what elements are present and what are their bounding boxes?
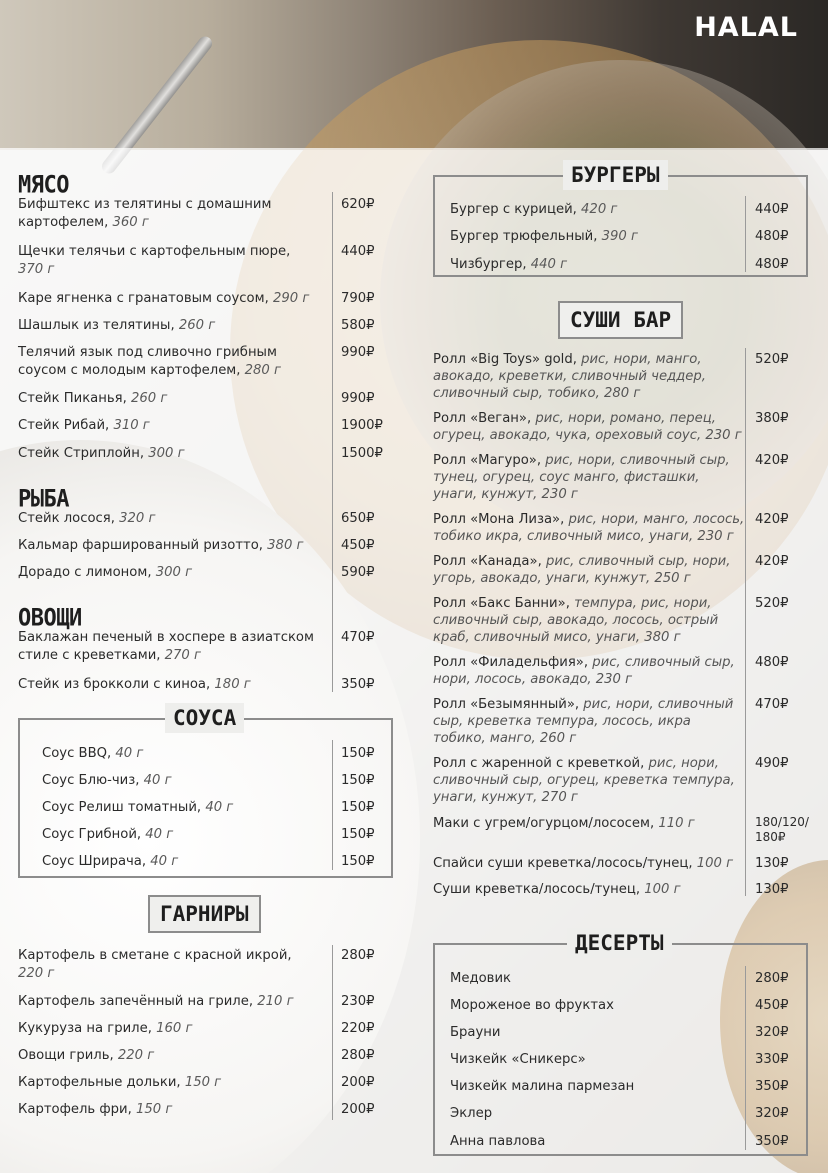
item-name: Ролл с жаренной с креветкой [433, 756, 641, 771]
item-price: 130₽ [755, 856, 789, 871]
item-weight: 40 г [150, 854, 179, 869]
item-name: Ролл «Бакс Банни» [433, 596, 566, 611]
item-price: 450₽ [341, 538, 375, 553]
item-desc: унаги, кунжут, 230 г [433, 487, 578, 502]
item-weight: 390 г [601, 229, 638, 244]
menu-item: Картофельные дольки, 150 г 200₽ [18, 1075, 375, 1090]
item-price: 490₽ [755, 756, 789, 771]
item-name: Ролл «Big Toys» gold [433, 352, 573, 367]
item-weight: 40 г [205, 800, 234, 815]
item-name: Шашлык из телятины [18, 318, 171, 333]
item-weight: 310 г [113, 418, 150, 433]
item-name: Чизкейк малина пармезан [450, 1079, 635, 1094]
menu-item: Бифштекс из телятины с домашним картофелем, 360 г 620₽ [18, 197, 375, 230]
item-name: Кальмар фаршированный ризотто [18, 538, 259, 553]
item-weight: 100 г [696, 856, 734, 871]
item-name: Стейк Стриплойн [18, 446, 140, 461]
item-name: Бургер трюфельный [450, 229, 594, 244]
item-weight: 180 г [214, 677, 251, 692]
section-title-vegetables: ОВОЩИ [18, 605, 82, 632]
menu-item: Кукуруза на гриле, 160 г 220₽ [18, 1021, 375, 1036]
menu-item: Спайси суши креветка/лосось/тунец, 100 г 130₽ [433, 856, 789, 871]
item-weight: 260 г [178, 318, 216, 333]
item-price: 420₽ [755, 512, 789, 527]
menu-item: Картофель фри, 150 г 200₽ [18, 1102, 375, 1117]
item-price: 280₽ [755, 971, 789, 986]
item-name: Мороженое во фруктах [450, 998, 614, 1013]
item-name: Соус Грибной [42, 827, 137, 842]
item-name: Стейк Пиканья [18, 391, 123, 406]
menu-item: Ролл «Веган», рис, нори, романо, перец, огурец, авокадо, чука, ореховый соус, 230 г 380₽ [433, 411, 789, 443]
item-name: Эклер [450, 1106, 493, 1121]
item-name: Баклажан печеный в хоспере в азиатском [18, 630, 314, 645]
item-name: Стейк Рибай [18, 418, 106, 433]
item-price: 150₽ [341, 827, 375, 842]
menu-item: Кальмар фаршированный ризотто, 380 г 450₽ [18, 538, 375, 553]
item-name: Соус BBQ [42, 746, 107, 761]
item-name-cont: стиле с креветками [18, 648, 157, 663]
item-name: Картофель в сметане с красной икрой, [18, 948, 292, 963]
item-name: Суши креветка/лосось/тунец [433, 882, 636, 897]
item-name: Каре ягненка с гранатовым соусом [18, 291, 265, 306]
item-name: Ролл «Мона Лиза» [433, 512, 561, 527]
item-name-cont: соусом с молодым картофелем [18, 363, 237, 378]
item-price: 180/120/ 180₽ [755, 815, 809, 844]
section-title-sushi: СУШИ БАР [558, 301, 683, 339]
item-name: Ролл «Канада» [433, 554, 538, 569]
item-name: Брауни [450, 1025, 501, 1040]
menu-item: Соус Блю-чиз, 40 г 150₽ [42, 773, 375, 788]
item-name: Ролл «Веган» [433, 411, 527, 426]
item-weight: 380 г [267, 538, 304, 553]
item-weight: 110 г [658, 816, 695, 831]
item-weight: 150 г [184, 1075, 222, 1090]
item-price: 650₽ [341, 511, 375, 526]
item-price: 480₽ [755, 229, 789, 244]
menu-item [450, 1051, 800, 1069]
item-name-cont: картофелем [18, 215, 105, 230]
item-price: 420₽ [755, 554, 789, 569]
section-title-desserts: ДЕСЕРТЫ [567, 928, 672, 958]
item-weight: 300 г [148, 446, 185, 461]
menu-item: Ролл с жаренной с креветкой, рис, нори, сливочный сыр, огурец, креветка темпура, унаги, кунжут, 270 г 490₽ [433, 756, 789, 805]
menu-item: Ролл «Канада», рис, сливочный сыр, нори, угорь, авокадо, унаги, кунжут, 250 г 420₽ [433, 554, 789, 586]
item-name: Кукуруза на гриле [18, 1021, 148, 1036]
item-weight: 220 г [18, 966, 55, 981]
menu-item: Соус Грибной, 40 г 150₽ [42, 827, 375, 842]
item-price: 440₽ [755, 202, 789, 217]
item-price: 420₽ [755, 453, 789, 468]
menu-item: Дорадо с лимоном, 300 г 590₽ [18, 565, 375, 580]
menu-item [450, 1105, 800, 1123]
item-price: 350₽ [755, 1134, 789, 1149]
item-desc: угорь, авокадо, унаги, кунжут, 250 г [433, 571, 691, 586]
item-price: 470₽ [341, 630, 375, 645]
item-price: 580₽ [341, 318, 375, 333]
item-weight: 40 г [115, 746, 144, 761]
item-price: 470₽ [755, 697, 789, 712]
item-name: Овощи гриль [18, 1048, 110, 1063]
menu-item: Телячий язык под сливочно грибным соусом с молодым картофелем, 280 г 990₽ [18, 345, 375, 378]
item-price: 350₽ [755, 1079, 789, 1094]
section-title-sides: ГАРНИРЫ [148, 895, 261, 933]
menu-item: Стейк из брокколи с киноа, 180 г 350₽ [18, 677, 375, 692]
item-weight: 420 г [581, 202, 618, 217]
item-name: Медовик [450, 971, 511, 986]
menu-item: Соус Релиш томатный, 40 г 150₽ [42, 800, 375, 815]
menu-item: Стейк лосося, 320 г 650₽ [18, 511, 375, 526]
item-desc: рис, нори, манго, [581, 352, 702, 367]
item-desc: рис, нори, [648, 756, 719, 771]
item-name: Ролл «Безымянный» [433, 697, 575, 712]
item-name: Анна павлова [450, 1134, 546, 1149]
section-title-sauces: СОУСА [165, 703, 244, 733]
item-name: Картофельные дольки [18, 1075, 177, 1090]
item-price: 380₽ [755, 411, 789, 426]
menu-item: Стейк Стриплойн, 300 г 1500₽ [18, 446, 383, 461]
item-weight: 270 г [164, 648, 201, 663]
item-price: 200₽ [341, 1075, 375, 1090]
item-desc: рис, нори, сливочный [583, 697, 734, 712]
menu-item: Ролл «Big Toys» gold, рис, нори, манго, авокадо, креветки, сливочный чеддер, сливочный сыр, тобико, 280 г 520₽ [433, 352, 789, 401]
menu-item [450, 970, 800, 988]
item-price: 230₽ [341, 994, 375, 1009]
menu-item: Маки с угрем/огурцом/лососем, 110 г 180/120/ 180₽ [433, 815, 823, 832]
item-desc: рис, сливочный сыр, нори, [545, 554, 731, 569]
item-weight: 360 г [112, 215, 149, 230]
item-weight: 300 г [155, 565, 192, 580]
section-title-meat: МЯСО [18, 172, 69, 199]
menu-item: Чизбургер, 440 г 480₽ [450, 257, 789, 272]
item-weight: 260 г [130, 391, 168, 406]
item-desc: краб, сливочный мисо, унаги, 380 г [433, 630, 681, 645]
item-desc: тобико икра, сливочный мисо, унаги, 230 г [433, 529, 734, 544]
item-desc: унаги, кунжут, 270 г [433, 790, 578, 805]
item-price: 990₽ [341, 345, 375, 360]
menu-item: Бургер трюфельный, 390 г 480₽ [450, 229, 789, 244]
item-price: 1900₽ [341, 418, 383, 433]
item-desc: сливочный сыр, авокадо, лосось, острый [433, 613, 719, 628]
item-price: 480₽ [755, 655, 789, 670]
menu-item [450, 997, 800, 1015]
item-price: 150₽ [341, 800, 375, 815]
item-weight: 290 г [272, 291, 310, 306]
menu-item: Ролл «Бакс Банни», темпура, рис, нори, сливочный сыр, авокадо, лосось, острый краб, сливочный мисо, унаги, 380 г 520₽ [433, 596, 789, 645]
item-name: Соус Релиш томатный [42, 800, 197, 815]
item-desc: рис, нори, сливочный сыр, [545, 453, 730, 468]
menu-item: Каре ягненка с гранатовым соусом, 290 г 790₽ [18, 291, 375, 306]
menu-item [450, 1133, 800, 1151]
item-desc: сливочный сыр, огурец, креветка темпура, [433, 773, 735, 788]
halal-badge: HALAL [694, 12, 798, 43]
menu-item: Соус BBQ, 40 г 150₽ [42, 746, 375, 761]
menu-item: Стейк Рибай, 310 г 1900₽ [18, 418, 383, 433]
item-price: 330₽ [755, 1052, 789, 1067]
item-price: 620₽ [341, 197, 375, 212]
item-desc: нори, лосось, авокадо, 230 г [433, 672, 633, 687]
menu-item: Суши креветка/лосось/тунец, 100 г 130₽ [433, 882, 789, 897]
item-price: 280₽ [341, 1048, 375, 1063]
menu-item: Шашлык из телятины, 260 г 580₽ [18, 318, 375, 333]
item-desc: огурец, авокадо, чука, ореховый соус, 230 г [433, 428, 742, 443]
item-weight: 40 г [143, 773, 172, 788]
menu-item: Ролл «Филадельфия», рис, сливочный сыр, нори, лосось, авокадо, 230 г 480₽ [433, 655, 789, 687]
item-name: Картофель фри [18, 1102, 128, 1117]
section-title-fish: РЫБА [18, 486, 69, 513]
section-title-burgers: БУРГЕРЫ [563, 160, 668, 190]
menu-item: Бургер с курицей, 420 г 440₽ [450, 202, 789, 217]
item-weight: 280 г [244, 363, 281, 378]
item-desc: сыр, креветка темпура, лосось, икра [433, 714, 691, 729]
menu-item: Картофель запечённый на гриле, 210 г 230₽ [18, 994, 375, 1009]
item-weight: 210 г [257, 994, 294, 1009]
item-name: Ролл «Филадельфия» [433, 655, 584, 670]
item-price: 280₽ [341, 948, 375, 963]
item-price: 590₽ [341, 565, 375, 580]
item-name: Стейк из брокколи с киноа [18, 677, 207, 692]
item-name: Соус Блю-чиз [42, 773, 136, 788]
item-name: Чизкейк «Сникерс» [450, 1052, 586, 1067]
menu-item: Ролл «Магуро», рис, нори, сливочный сыр, тунец, огурец, соус манго, фисташки, унаги, кунжут, 230 г 420₽ [433, 453, 789, 502]
menu-item [450, 1024, 800, 1042]
menu-item: Баклажан печеный в хоспере в азиатском стиле с креветками, 270 г 470₽ [18, 630, 375, 663]
item-weight: 220 г [117, 1048, 155, 1063]
item-name: Бургер с курицей [450, 202, 573, 217]
item-price: 150₽ [341, 746, 375, 761]
item-price: 450₽ [755, 998, 789, 1013]
item-desc: тунец, огурец, соус манго, фисташки, [433, 470, 700, 485]
item-price: 320₽ [755, 1025, 789, 1040]
item-price: 320₽ [755, 1106, 789, 1121]
item-name: Стейк лосося [18, 511, 111, 526]
item-desc: тобико, манго, 260 г [433, 731, 577, 746]
item-weight: 370 г [18, 262, 55, 277]
menu-item: Соус Шрирача, 40 г 150₽ [42, 854, 375, 869]
menu-item: Ролл «Мона Лиза», рис, нори, манго, лосось, тобико икра, сливочный мисо, унаги, 230 г 420₽ [433, 512, 789, 544]
item-weight: 320 г [119, 511, 156, 526]
item-price: 440₽ [341, 244, 375, 259]
item-weight: 100 г [644, 882, 681, 897]
item-weight: 160 г [156, 1021, 193, 1036]
item-price: 480₽ [755, 257, 789, 272]
item-price: 990₽ [341, 391, 375, 406]
item-weight: 40 г [145, 827, 174, 842]
item-weight: 150 г [135, 1102, 173, 1117]
item-desc: рис, нори, романо, перец, [535, 411, 716, 426]
menu-item [450, 1078, 800, 1096]
item-price: 520₽ [755, 596, 789, 611]
item-price: 790₽ [341, 291, 375, 306]
menu-item [18, 947, 388, 983]
item-name: Бифштекс из телятины с домашним [18, 197, 272, 212]
item-desc: рис, нори, манго, лосось, [568, 512, 745, 527]
item-price: 220₽ [341, 1021, 375, 1036]
item-price: 150₽ [341, 773, 375, 788]
item-desc: рис, сливочный сыр, [592, 655, 735, 670]
item-weight: 440 г [530, 257, 568, 272]
item-price: 200₽ [341, 1102, 375, 1117]
item-price: 520₽ [755, 352, 789, 367]
item-name: Ролл «Магуро» [433, 453, 537, 468]
item-name: Картофель запечённый на гриле [18, 994, 249, 1009]
item-name: Телячий язык под сливочно грибным [18, 345, 277, 360]
menu-item [18, 243, 388, 279]
menu-item: Ролл «Безымянный», рис, нори, сливочный сыр, креветка темпура, лосось, икра тобико, манго, 260 г 470₽ [433, 697, 789, 746]
item-desc: авокадо, креветки, сливочный чеддер, [433, 369, 706, 384]
item-name: Соус Шрирача [42, 854, 142, 869]
item-name: Дорадо с лимоном [18, 565, 148, 580]
item-price: 150₽ [341, 854, 375, 869]
item-name: Спайси суши креветка/лосось/тунец [433, 856, 689, 871]
item-desc: темпура, рис, нори, [574, 596, 712, 611]
item-desc: сливочный сыр, тобико, 280 г [433, 386, 641, 401]
item-price: 1500₽ [341, 446, 383, 461]
menu-item: Стейк Пиканья, 260 г 990₽ [18, 391, 375, 406]
item-name: Чизбургер [450, 257, 523, 272]
menu-item: Овощи гриль, 220 г 280₽ [18, 1048, 375, 1063]
item-name: Щечки телячьи с картофельным пюре, [18, 244, 291, 259]
item-price: 130₽ [755, 882, 789, 897]
item-price: 350₽ [341, 677, 375, 692]
item-name: Маки с угрем/огурцом/лососем [433, 816, 650, 831]
